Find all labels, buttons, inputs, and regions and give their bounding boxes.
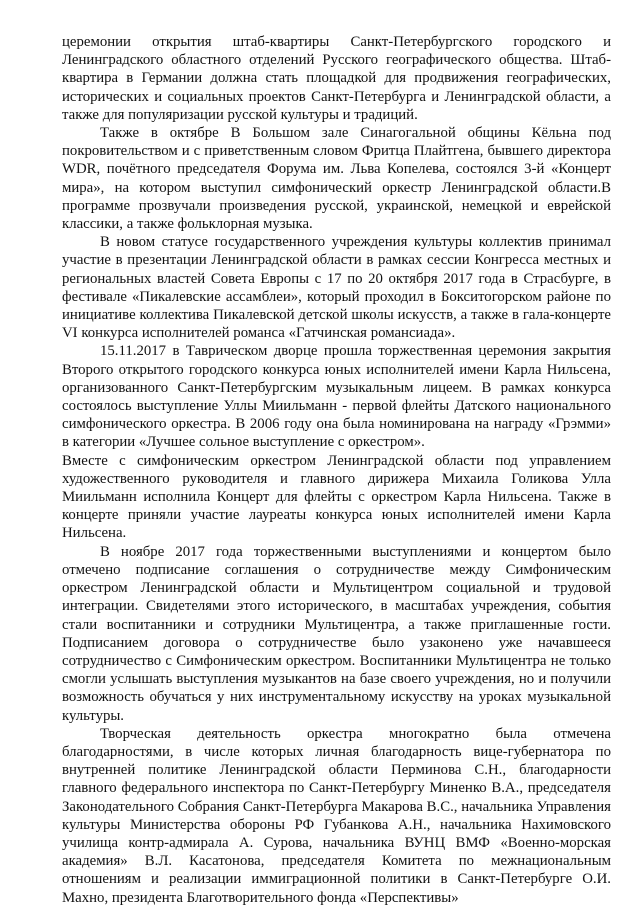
- paragraph-7: Творческая деятельность оркестра многократно была отмечена благодарностями, в числе которых личная благодарность вице-губернатора по внутренней политике Ленинградской области Перминова С.Н., благодарности главного федерального инспектора по Санкт-Петербургу Миненко В.А., председателя Законодательного Собрания Санкт-Петербурга Макарова В.С., начальника Управления культуры Министерства обороны РФ Губанкова А.Н., начальника Нахимовского училища контр-адмирала А. Сурова, начальника ВУНЦ ВМФ «Военно-морская академия» В.Л. Касатонова, председателя Комитета по межнациональным отношениям и реализации иммиграционной политики в Санкт-Петербурге О.И. Махно, президента Благотворительного фонда «Перспективы»: [62, 725, 611, 906]
- paragraph-4: 15.11.2017 в Таврическом дворце прошла торжественная церемония закрытия Второго открытого городского конкурса юных исполнителей имени Карла Нильсена, организованного Санкт-Петербургским музыкальным лицеем. В рамках конкурса состоялось выступление Уллы Миильманн - первой флейты Датского национального симфонического оркестра. В 2006 году она была номинирована на награду «Грэмми» в категории «Лучшее сольное выступление с оркестром».: [62, 343, 611, 451]
- paragraph-2: Также в октябре В Большом зале Синагогальной общины Кёльна под покровительством и с приветственным словом Фритца Плайтгена, бывшего директора WDR, почётного председателя Форума им. Льва Копелева, состоялся 3-й «Концерт мира», на котором выступил симфонический оркестр Ленинградской области.В программе прозвучали произведения русской, украинской, немецкой и еврейской классики, а также фольклорная музыка.: [62, 125, 611, 233]
- paragraph-6: В ноябре 2017 года торжественными выступлениями и концертом было отмечено подписание соглашения о сотрудничестве между Симфоническим оркестром Ленинградской области и Мультицентром социальной и трудовой интеграции. Свидетелями этого исторического, в масштабах учреждения, события стали воспитанники и сотрудники Мультицентра, а также приглашенные гости. Подписанием договора о сотрудничестве было узаконено уже начавшееся сотрудничество с Симфоническим оркестром. Воспитанники Мультицентра не только смогли услышать выступления музыкантов на базе своего учреждения, но и получили возможность обучаться у них инструментальному искусству на уроках музыкальной культуры.: [62, 543, 611, 724]
- paragraph-5: Вместе с симфоническим оркестром Ленинградской области под управлением художественного руководителя и главного дирижера Михаила Голикова Улла Миильманн исполнила Концерт для флейты с оркестром Карла Нильсена. Также в концерте приняли участие лауреаты конкурса юных исполнителей имени Карла Нильсена.: [62, 452, 611, 542]
- paragraph-1: церемонии открытия штаб-квартиры Санкт-Петербургского городского и Ленинградского областного отделений Русского географического общества. Штаб-квартира в Германии должна стать площадкой для продвижения географических, исторических и социальных проектов Санкт-Петербурга и Ленинградской области, а также для популяризации русской культуры и традиций.: [62, 34, 611, 123]
- paragraph-3: В новом статусе государственного учреждения культуры коллектив принимал участие в презентации Ленинградской области в рамках сессии Конгресса местных и региональных властей Совета Европы с 17 по 20 октября 2017 года в Страсбурге, в фестивале «Пикалевские ассамблеи», который проходил в Бокситогорском районе по инициативе коллектива Пикалевской детской школы искусств, а также в гала-концерте VI конкурса исполнителей романса «Гатчинская романсиада».: [62, 234, 611, 342]
- document-body: [62, 33, 611, 907]
